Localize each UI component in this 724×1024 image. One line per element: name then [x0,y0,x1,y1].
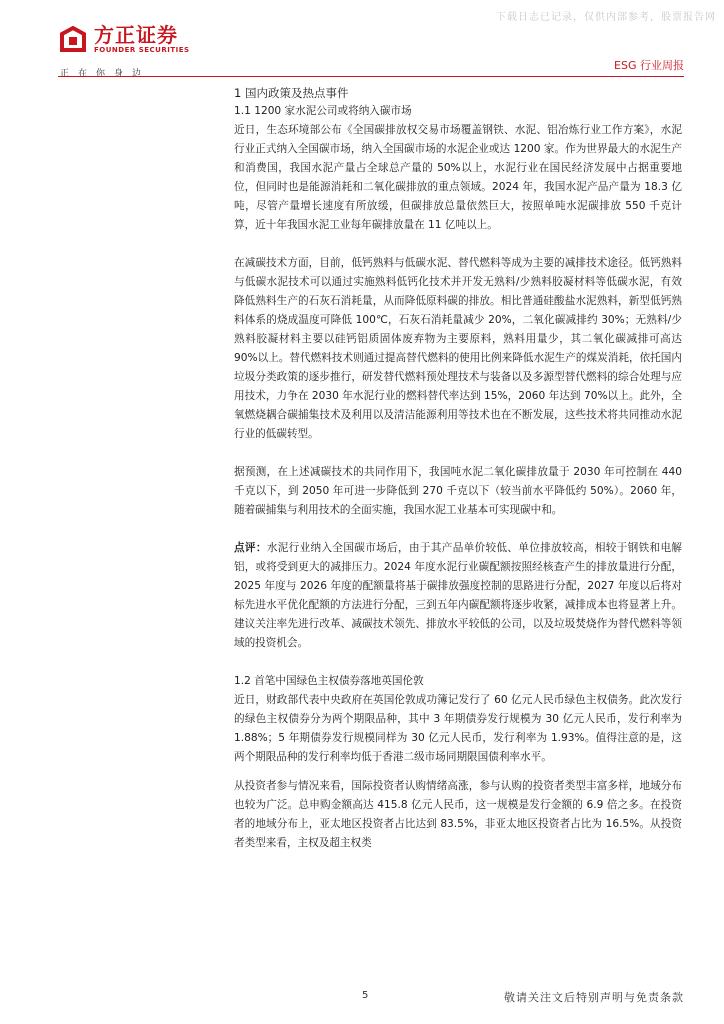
report-type-label: ESG 行业周报 [614,59,684,72]
spacer [234,444,682,463]
paragraph: 在减碳技术方面，目前，低钙熟料与低碳水泥、替代燃料等成为主要的减排技术途径。低钙熟料与低碳水泥技术可以通过实施熟料低钙化技术并开发无熟料/少熟料胶凝材料等低碳水泥，有效降低熟料生产的石灰石消耗量，从而降低原料碳的排放。相比普通硅酸盐水泥熟料，新型低钙熟料体系的烧成温度可降低 100℃，石灰石消耗量减少 20%，二氧化碳减排约 30%；无熟料/少熟料胶凝材料主要以硅钙铝质固体废弃物为主要原料，熟料用量少，其二氧化碳减排可高达 90%以上。替代燃料技术则通过提高替代燃料的使用比例来降低水泥生产的煤炭消耗，依托国内垃圾分类政策的逐步推行，研发替代燃料预处理技术与装备以及多源型替代燃料的综合处理与应用技术，力争在 2030 年水泥行业的燃料替代率达到 15%，2060 年达到 70%以上。此外，全氧燃烧耦合碳捕集技术及利用以及清洁能源利用等技术也在不断发展，这些技术将共同推动水泥行业的低碳转型。 [234,257,682,440]
company-logo [58,24,190,54]
subsection-title-1: 1.1 1200 家水泥公司或将纳入碳市场 [234,105,412,117]
page-number: 5 [362,990,369,1001]
comment-paragraph [234,539,682,653]
watermark-text: 下载日志已记录，仅供内部参考，股票报告网 [496,12,716,23]
spacer [234,520,682,539]
comment-label: 点评： [234,542,267,554]
paragraph: 近日，财政部代表中央政府在英国伦敦成功簿记发行了 60 亿元人民币绿色主权债务。此次发行的绿色主权债券分为两个期限品种，其中 3 年期债券发行规模为 30 亿元人民币，发行利率为 1.88%；5 年期债券发行规模同样为 30 亿元人民币，发行利率为 1.93%。值得注意的是，这两个期限品种的发行利率均低于香港二级市场同期限国债利率水平。 [234,694,682,763]
section-title: 1 国内政策及热点事件 [234,86,349,100]
founder-logo-icon [58,24,88,54]
header-divider [58,76,684,77]
spacer [234,653,682,672]
paragraph: 近日，生态环境部公布《全国碳排放权交易市场覆盖钢铁、水泥、铝冶炼行业工作方案》，水泥行业正式纳入全国碳市场，纳入全国碳市场的水泥企业或达 1200 家。作为世界最大的水泥生产和消费国，我国水泥产量占全球总产量的 50%以上，水泥行业在国民经济发展中占据重要地位，但同时也是能源消耗和二氧化碳排放的重点领域。2024 年，我国水泥产品产量为 18.3 亿吨，尽管产量增长速度有所放缓，但碳排放总量依然巨大，按照单吨水泥碳排放 550 千克计算，近十年我国水泥工业每年碳排放量在 11 亿吨以上。 [234,124,682,231]
spacer [234,767,682,777]
logo-english-name: FOUNDER SECURITIES [94,46,190,54]
subsection-title-2: 1.2 首笔中国绿色主权债券落地英国伦敦 [234,675,424,687]
disclaimer-note: 敬请关注文后特别声明与免责条款 [504,991,684,1004]
comment-text: 水泥行业纳入全国碳市场后，由于其产品单价较低、单位排放较高，相较于钢铁和电解铝，或将受到更大的减排压力。2024 年度水泥行业碳配额按照经核查产生的排放量进行分配，2025 年度与 2026 年度的配额量将基于碳排放强度控制的思路进行分配，2027 年度以后将对标先进水平优化配额的方法进行分配，三到五年内碳配额将逐步收紧，减排成本也将显著上升。建议关注率先进行改革、减碳技术领先、排放水平较低的公司，以及垃圾焚烧作为替代燃料等领域的投资机会。 [234,542,683,649]
paragraph: 据预测，在上述减碳技术的共同作用下，我国吨水泥二氧化碳排放量于 2030 年可控制在 440 千克以下，到 2050 年可进一步降低到 270 千克以下（较当前水平降低约 50%）。2060 年，随着碳捕集与利用技术的全面实施，我国水泥工业基本可实现碳中和。 [234,466,682,516]
paragraph: 从投资者参与情况来看，国际投资者认购情绪高涨，参与认购的投资者类型丰富多样，地域分布也较为广泛。总申购金额高达 415.8 亿元人民币，这一规模是发行金额的 6.9 倍之多。在投资者的地域分布上，亚太地区投资者占比达到 83.5%，非亚太地区投资者占比为 16.5%。从投资者类型来看，主权及超主权类 [234,780,682,849]
logo-chinese-name: 方正证券 [94,23,178,47]
spacer [234,235,682,254]
slogan: 正在你身边 [60,69,151,79]
report-body [234,85,682,853]
